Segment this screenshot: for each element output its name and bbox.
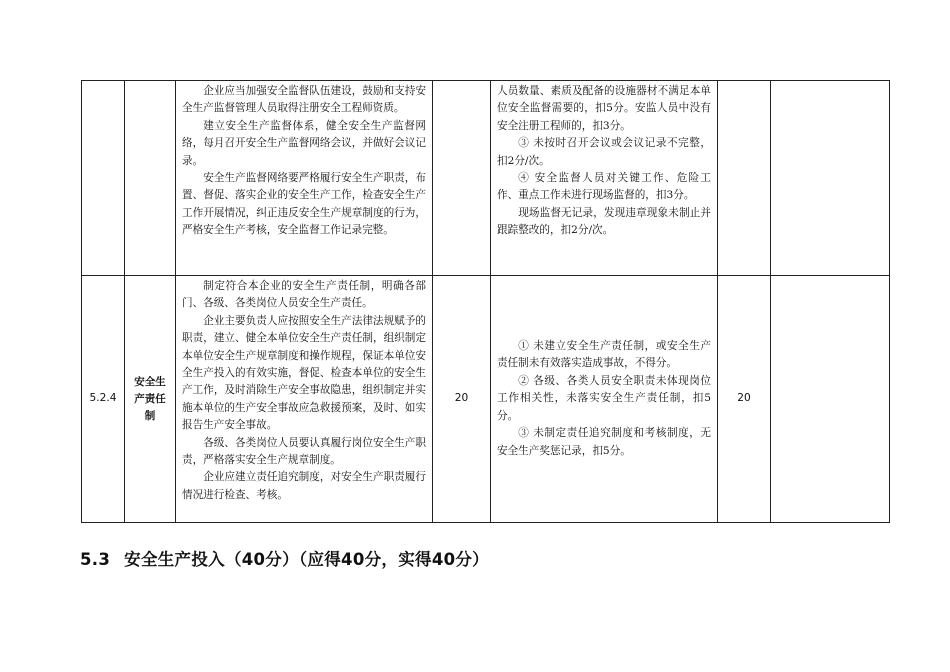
standard-paragraph: 企业应当加强安全监督队伍建设，鼓励和支持安全生产监督管理人员取得注册安全工程师资质。 [182,85,426,115]
item-name-cell [125,81,176,276]
table-row [82,276,890,523]
criteria-paragraph: 人员数量、素质及配备的设施器材不满足本单位安全监督需要的，扣5分。安监人员中没有安全注册工程师的，扣3分。 [497,85,711,132]
item-number-cell [82,81,125,276]
section-number: 5.3 [80,550,111,569]
remark-cell [771,81,890,276]
criteria-cell [491,81,718,276]
standard-paragraph: 安全生产监督网络要严格履行安全生产职责，布置、督促、落实企业的安全生产工作，检查安全生产工作开展情况，纠正违反安全生产规章制度的行为，严格安全生产考核，安全监督工作记录完整。 [182,172,426,237]
item-name-cell [125,276,176,523]
item-name: 安全生产责任制 [134,375,166,422]
standard-paragraph: 企业主要负责人应按照安全生产法律法规赋予的职责，建立、健全本单位安全生产责任制，组织制定本单位安全生产规章制度和操作规程，保证本单位安全生产投入的有效实施，督促、检查本单位的安全生产工作，及时消除生产安全事故隐患，组织制定并实施本单位的生产安全事故应急救援预案，及时、如实报告生产安全事故。 [182,314,426,432]
criteria-cell [491,276,718,523]
criteria-paragraph: 现场监督无记录，发现违章现象未制止并跟踪整改的，扣2分/次。 [497,206,711,237]
table-row [82,81,890,276]
criteria-paragraph: ① 未建立安全生产责任制，或安全生产责任制未有效落实造成事故，不得分。 [497,340,711,370]
criteria-paragraph: ③ 未按时召开会议或会议记录不完整，扣2分/次。 [497,137,711,167]
standard-paragraph: 各级、各类岗位人员要认真履行岗位安全生产职责，严格落实安全生产规章制度。 [182,436,426,467]
actual-score-cell [718,81,771,276]
standard-cell [176,276,433,523]
standard-paragraph: 建立安全生产监督体系，健全安全生产监督网络，每月召开安全生产监督网络会议，并做好会议记录。 [182,119,426,167]
standard-paragraph: 制定符合本企业的安全生产责任制，明确各部门、各级、各类岗位人员安全生产责任。 [182,280,426,310]
standard-paragraph: 企业应建立责任追究制度，对安全生产职责履行情况进行检查、考核。 [182,471,426,501]
item-number-cell: 5.2.4 [82,276,125,523]
section-title: 安全生产投入（40分）（应得40分，实得40分） [124,550,489,569]
remark-cell [771,276,890,523]
criteria-paragraph: ② 各级、各类人员安全职责未体现岗位工作相关性，未落实安全生产责任制，扣5分。 [497,374,711,422]
section-heading [80,546,489,570]
criteria-paragraph: ③ 未制定责任追究制度和考核制度，无安全生产奖惩记录，扣5分。 [497,427,711,457]
standard-score-cell: 20 [433,276,491,523]
standard-score-cell [433,81,491,276]
criteria-paragraph: ④ 安全监督人员对关键工作、危险工作、重点工作未进行现场监督的，扣3分。 [497,172,711,202]
evaluation-table [81,80,890,523]
standard-cell [176,81,433,276]
actual-score-cell: 20 [718,276,771,523]
